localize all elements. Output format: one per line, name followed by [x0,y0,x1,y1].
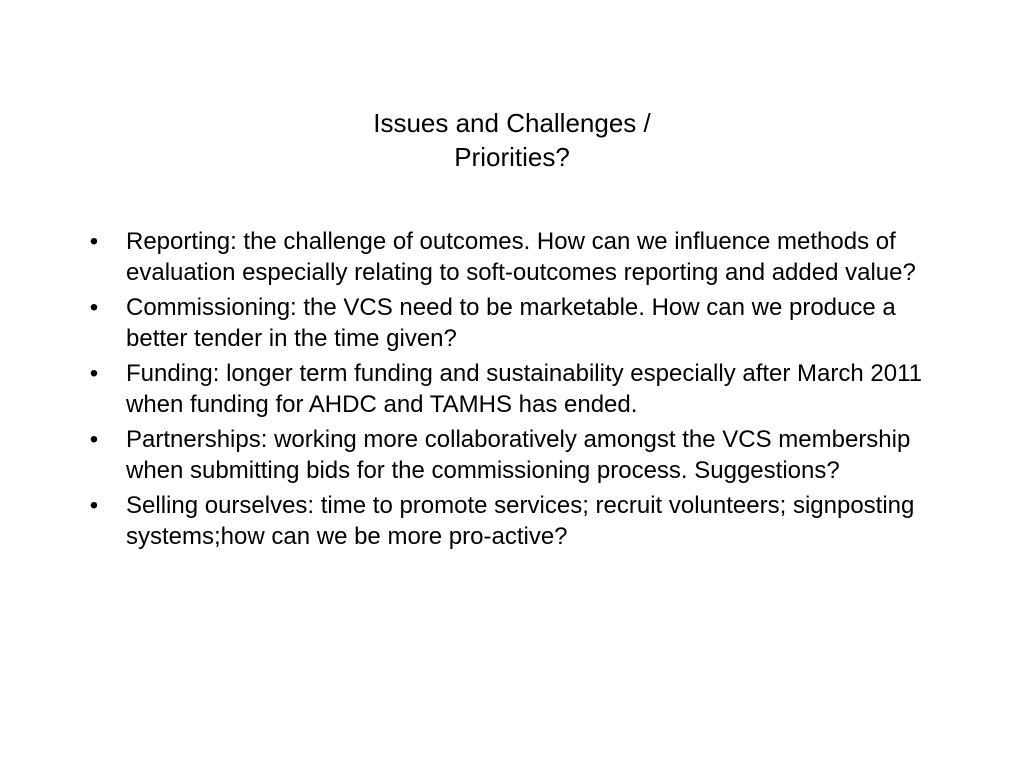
bullet-marker: • [89,294,99,321]
slide-title [0,106,1024,174]
bullet-item-funding [84,359,944,420]
bullet-marker: • [89,228,99,255]
bullet-text: Funding: longer term funding and sustainability especially after March 2011 when funding for AHDC and TAMHS has ended. [126,360,923,418]
bullet-item-selling-ourselves [84,491,944,552]
bullet-item-reporting [84,227,944,288]
bullet-item-commissioning [84,293,944,354]
bullet-text: Reporting: the challenge of outcomes. How can we influence methods of evaluation especially relating to soft-outcomes reporting and added value? [126,228,916,286]
slide-title-line-1: Issues and Challenges / [373,108,651,138]
bullet-text: Selling ourselves: time to promote services; recruit volunteers; signposting systems;how can we be more pro-active? [126,492,915,550]
bullet-item-partnerships [84,425,944,486]
bullet-text: Commissioning: the VCS need to be marketable. How can we produce a better tender in the time given? [126,294,896,352]
slide-title-line-2: Priorities? [454,142,570,172]
bullet-text: Partnerships: working more collaboratively amongst the VCS membership when submitting bids for the commissioning process. Suggestions? [126,426,911,484]
bullet-marker: • [89,492,99,519]
bullet-list [84,227,944,557]
bullet-marker: • [89,426,99,453]
bullet-marker: • [89,360,99,387]
